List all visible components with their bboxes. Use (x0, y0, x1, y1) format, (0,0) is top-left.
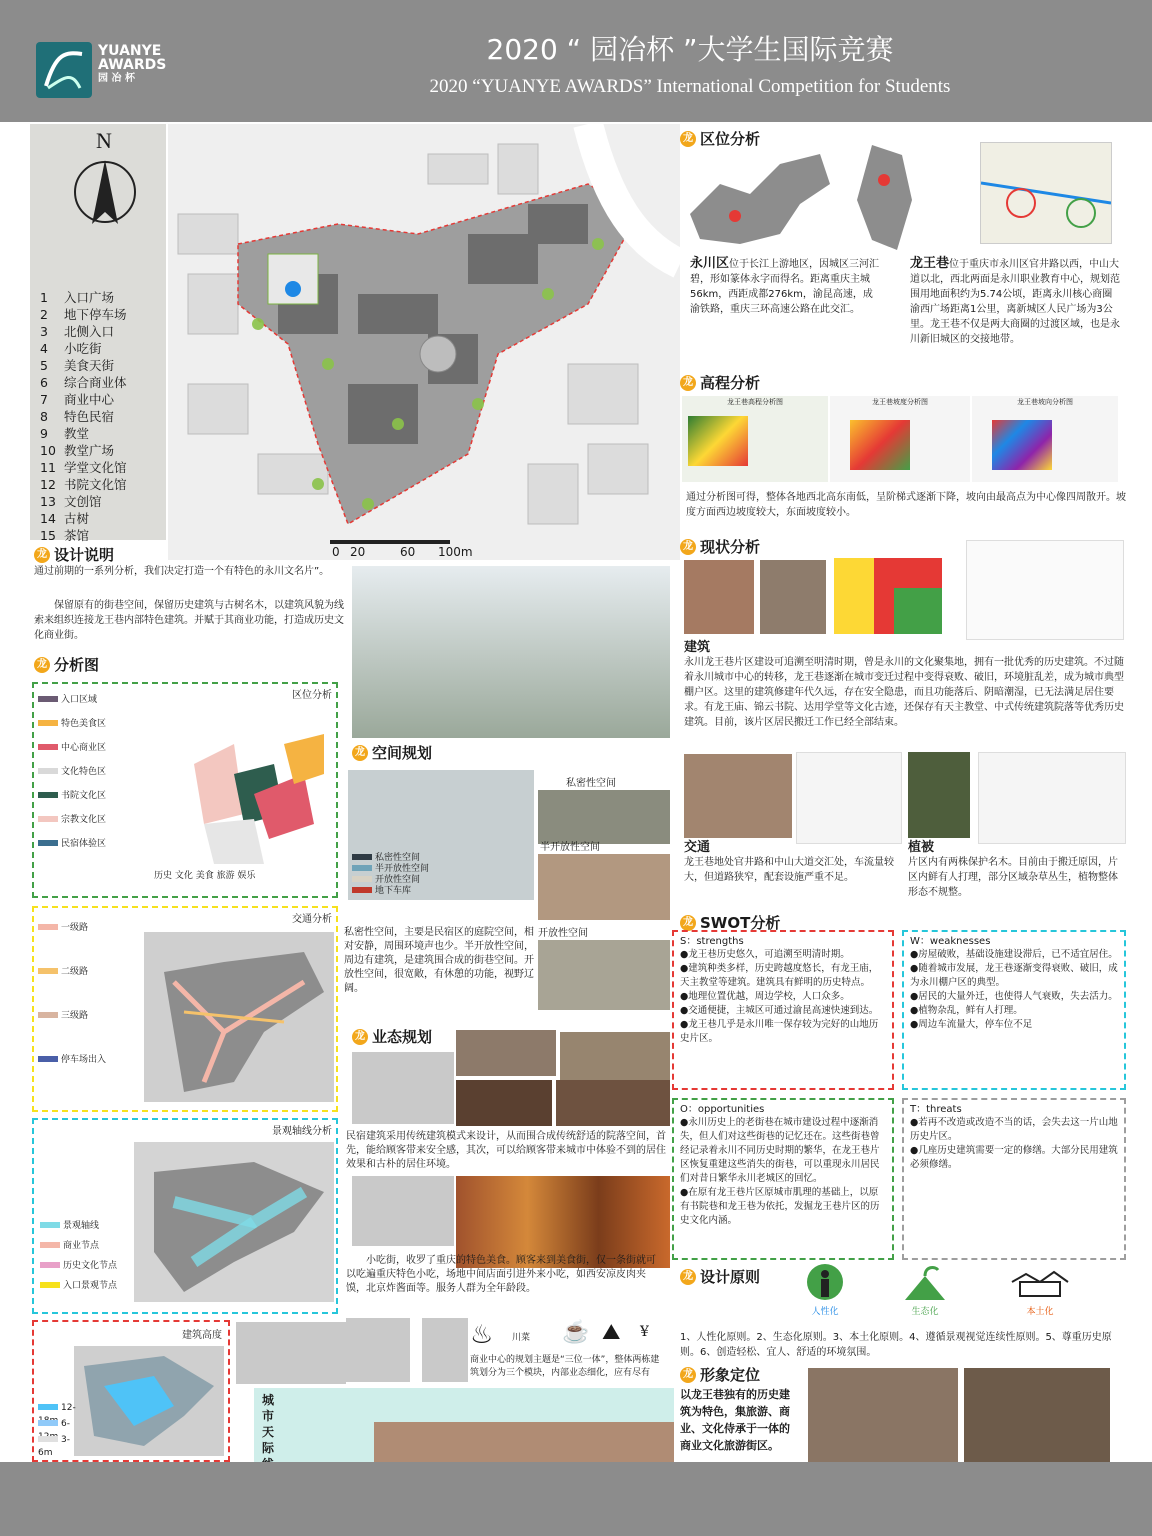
legend-item (40, 288, 114, 306)
legend-entry (38, 922, 138, 966)
swot-t-head: T：threats (910, 1104, 962, 1115)
legend-entry (352, 874, 429, 885)
localized-icon (1010, 1262, 1070, 1316)
skyline-section (254, 1388, 674, 1462)
legend-entry (352, 852, 429, 863)
legend-entry (352, 885, 429, 896)
legend-number: 15 (40, 528, 56, 543)
legend-swatch (352, 865, 372, 871)
legend-item (40, 407, 114, 425)
legend-entry (38, 814, 148, 838)
legend-swatch (38, 924, 58, 930)
legend-number: 2 (40, 307, 48, 322)
zone-bottom-text: 历史 文化 美食 旅游 娱乐 (154, 871, 256, 881)
traffic-legend (38, 922, 138, 1098)
swot-item: ●房屋破败，基础设施建设滞后，已不适宜居住。 (910, 949, 1118, 960)
legend-entry-text: 中心商业区 (61, 743, 107, 753)
legend-entry-text: 商业节点 (63, 1241, 100, 1251)
swot-opportunities-box (672, 1098, 894, 1260)
legend-swatch (40, 1262, 60, 1268)
legend-entry (38, 790, 148, 814)
legend-entry (40, 1220, 130, 1240)
swot-item: ●龙王巷几乎是永川唯一保存较为完好的山地历史片区。 (680, 1019, 879, 1044)
legend-swatch (40, 1242, 60, 1248)
swot-strengths-box (672, 930, 894, 1090)
elevation-map-1 (682, 396, 828, 482)
legend-number: 11 (40, 460, 56, 475)
image-rendering-2 (964, 1368, 1110, 1462)
legend-entry-text: 停车场出入 (61, 1055, 107, 1065)
elevation-title (680, 372, 760, 393)
swot-item: ●永川历史上的老街巷在城市建设过程中逐渐消失，但人们对这些街巷的记忆还在。这些街巷曾经记录着永川不同历史时期的繁华，在龙王巷片区恢复重建这些消失的街巷，可以重现永川居民们对昔日繁华永川老城区的回忆。 (680, 1117, 880, 1184)
homestay-interior-1 (456, 1080, 552, 1126)
section-dragon-icon: 龙 (680, 915, 696, 931)
zone-analysis-box (32, 682, 338, 898)
logo-line2: AWARDS (98, 57, 167, 73)
legend-swatch (352, 854, 372, 860)
legend-entry (38, 1434, 78, 1458)
legend-entry (38, 966, 138, 1010)
legend-entry-text: 三级路 (61, 1011, 89, 1021)
status-title-text: 现状分析 (700, 538, 761, 556)
business-title (352, 1026, 432, 1047)
north-label: N (96, 128, 112, 153)
legend-swatch (38, 1436, 58, 1442)
legend-entry (38, 718, 148, 742)
image-position-title (680, 1364, 760, 1385)
legend-label: 教堂广场 (64, 443, 115, 458)
traffic-map (144, 932, 334, 1102)
elevation-text: 通过分析图可得，整体各地西北高东南低，呈阶梯式逐渐下降，坡向由最高点为中心像四周散开。坡度方面西边坡度较大，东面坡度较小。 (686, 492, 1126, 518)
swot-threats-box (902, 1098, 1126, 1260)
height-analysis-box (32, 1320, 230, 1462)
semi-space-image (538, 854, 670, 920)
swot-item: ●龙王巷历史悠久，可追溯至明清时期。 (680, 949, 850, 960)
legend-number: 9 (40, 426, 48, 441)
legend-label: 商业中心 (64, 392, 115, 407)
design-desc-title-text: 设计说明 (54, 546, 115, 564)
business-icon-text: 商业中心的规划主题是“三位一体”，整体两栋建筑划分为三个模块，内部业态细化，应有尽有 (470, 1355, 660, 1378)
private-label: 私密性空间 (566, 778, 616, 789)
legend-number: 4 (40, 341, 48, 356)
height-map (74, 1346, 224, 1456)
swot-o-head: O：opportunities (680, 1104, 765, 1115)
title-cn: 2020 “ 园冶杯 ”大学生国际竞赛 (486, 33, 894, 66)
legend-label: 书院文化馆 (64, 477, 127, 492)
legend-label: 文创馆 (64, 494, 102, 509)
section-dragon-icon: 龙 (34, 547, 50, 563)
legend-entry-text: 民宿体验区 (61, 839, 107, 849)
business-map-1 (352, 1052, 454, 1124)
swot-item: ●随着城市发展，龙王巷逐渐变得衰败、破旧，成为永川棚户区的典型。 (910, 963, 1118, 988)
location-title-text: 区位分析 (700, 130, 761, 148)
homestay-interior-2 (556, 1080, 670, 1126)
legend-label: 古树 (64, 511, 90, 526)
legend-entry (40, 1260, 130, 1280)
design-desc-title (34, 544, 114, 565)
legend-number: 13 (40, 494, 56, 509)
open-label: 开放性空间 (538, 928, 588, 939)
swot-item: ●居民的大量外迁，也使得人气衰败，失去活力。 (910, 991, 1118, 1002)
legend-item (40, 424, 89, 442)
legend-swatch (38, 840, 58, 846)
business-map-5 (422, 1318, 468, 1382)
skyline-ground (374, 1422, 674, 1462)
legend-swatch (38, 720, 58, 726)
legend-label: 特色民宿 (64, 409, 115, 424)
traffic-analysis-box (32, 906, 338, 1112)
swot-item: ●植物杂乱，鲜有人打理。 (910, 1005, 1023, 1016)
legend-entry-text: 12- (61, 1403, 76, 1413)
sichuan-cuisine-label: 川菜 (512, 1333, 531, 1343)
swot-title-text: SWOT分析 (700, 914, 781, 932)
height-legend (38, 1402, 78, 1458)
legend-swatch (38, 1012, 58, 1018)
legend-number: 6 (40, 375, 48, 390)
local-map (980, 142, 1112, 244)
logo-text (98, 44, 166, 86)
skyline-label: 城市天际 (262, 1393, 275, 1455)
legend-number: 5 (40, 358, 48, 373)
legend-entry-text: 特色美食区 (61, 719, 107, 729)
longwang-desc (910, 256, 1120, 347)
legend-swatch (38, 1404, 58, 1410)
traffic-text: 龙王巷地处官井路和中山大道交汇处，车流量较大，但道路狭窄，配套设施严重不足。 (684, 857, 894, 883)
yongchuan-text: 位于长江上游地区，因城区三河汇碧，形如篆体永字而得名。距离重庆主城56km，西距成都276km，渝昆高速，成渝铁路，重庆三环高速公路在此交汇。 (690, 259, 880, 315)
swot-item: ●在原有龙王巷片区原城市肌理的基础上，以原有书院巷和龙王巷为依托，发掘龙王巷片区的历史文化内涵。 (680, 1187, 880, 1226)
localized-label: 本土化 (1026, 1307, 1054, 1317)
swot-w-list (910, 948, 1118, 1032)
legend-swatch (38, 792, 58, 798)
mountain-icon: ⛰ (602, 1320, 621, 1345)
legend-label: 茶馆 (64, 528, 90, 543)
elevation-title-text: 高程分析 (700, 374, 761, 392)
landuse-map (834, 558, 942, 634)
legend-entry (38, 1418, 78, 1434)
chongqing-map (680, 144, 840, 254)
legend-entry-text: 景观轴线 (63, 1221, 100, 1231)
image-position-title-text: 形象定位 (700, 1366, 761, 1384)
analysis-title (34, 654, 99, 675)
zone-map (174, 704, 334, 874)
section-dragon-icon: 龙 (680, 1367, 696, 1383)
swot-item: ●若再不改造或改造不当的话，会失去这一片山地历史片区。 (910, 1117, 1118, 1142)
legend-entry (38, 694, 148, 718)
status-title (680, 536, 760, 557)
legend-entry (40, 1240, 130, 1260)
logo-line1: YUANYE (98, 43, 162, 59)
yuanye-logo-icon (36, 42, 92, 98)
legend-item (40, 356, 114, 374)
image-rendering-1 (808, 1368, 958, 1462)
legend-entry (38, 1010, 138, 1054)
legend-swatch (352, 887, 372, 893)
scale-bar (330, 540, 480, 562)
swot-item: ●交通便捷，主城区可通过渝昆高速快速到达。 (680, 1005, 879, 1016)
traffic-head: 交通 (684, 840, 711, 855)
legend-label: 综合商业体 (64, 375, 127, 390)
legend-entry-text: 入口景观节点 (63, 1281, 118, 1291)
height-analysis-label: 建筑高度 (182, 1330, 222, 1341)
legend-number: 8 (40, 409, 48, 424)
swot-item: ●几座历史建筑需要一定的修缮。大部分民用建筑必须修缮。 (910, 1145, 1118, 1170)
legend-swatch (40, 1222, 60, 1228)
analysis-title-text: 分析图 (54, 656, 100, 674)
legend-entry-text: 文化特色区 (61, 767, 107, 777)
image-position-text: 以龙王巷独有的历史建筑为特色，集旅游、商业、文化侍承于一体的商业文化旅游街区。 (680, 1388, 790, 1452)
legend-label: 入口广场 (64, 290, 115, 305)
swot-w-head: W：weaknesses (910, 936, 991, 947)
legend-entry (38, 838, 148, 862)
tree-photo (908, 752, 970, 838)
legend-entry-text: 开放性空间 (375, 875, 421, 885)
yongchuan-map (842, 140, 922, 260)
ecological-icon (900, 1262, 950, 1316)
legend-entry (38, 766, 148, 790)
legend-entry-text: 宗教文化区 (61, 815, 107, 825)
building-desc (684, 640, 1124, 730)
business-icons (470, 1320, 660, 1354)
design-desc-p1: 通过前期的一系列分析，我们决定打造一个有特色的永川文名片”。 (34, 566, 330, 577)
site-plan-map (168, 124, 680, 560)
legend-item (40, 458, 127, 476)
humanized-icon (800, 1262, 850, 1316)
elevation-map-3 (972, 396, 1118, 482)
legend-number: 1 (40, 290, 48, 305)
swot-s-head: S：strengths (680, 936, 744, 947)
business-title-text: 业态规划 (372, 1028, 433, 1046)
section-dragon-icon: 龙 (34, 657, 50, 673)
legend-item (40, 390, 114, 408)
legend-item (40, 305, 127, 323)
section-dragon-icon: 龙 (680, 539, 696, 555)
landscape-analysis-box (32, 1118, 338, 1314)
legend-number: 7 (40, 392, 48, 407)
elevation-map-1-label: 龙王巷高程分析图 (727, 398, 783, 406)
legend-swatch (38, 816, 58, 822)
aerial-rendering-image (352, 566, 670, 738)
legend-swatch (38, 1420, 58, 1426)
legend-item (40, 339, 102, 357)
legend-entry-text: 二级路 (61, 967, 89, 977)
legend-label: 学堂文化馆 (64, 460, 127, 475)
homestay-model-2 (560, 1032, 670, 1080)
zone-legend (38, 694, 148, 862)
business-map-4 (346, 1318, 410, 1382)
principles-text: 1、人性化原则。2、生态化原则。3、本土化原则。4、遵循景观视觉连续性原则。5、尊重历史原则。6、创造轻松、宜人、舒适的环境氛围。 (680, 1332, 1112, 1358)
legend-number: 3 (40, 324, 48, 339)
yongchuan-head: 永川区 (690, 256, 730, 271)
business-map-3 (236, 1322, 346, 1384)
vegetation-text: 片区内有两株保护名木。目前由于搬迁原因，片区内鲜有人打理，部分区域杂草丛生，植物整体形态不规整。 (908, 857, 1118, 898)
legend-swatch (38, 744, 58, 750)
legend-number: 14 (40, 511, 56, 526)
traffic-status-map (796, 752, 902, 844)
legend-entry-text: 一级路 (61, 923, 89, 933)
humanized-label: 人性化 (811, 1307, 839, 1317)
legend-entry-text: 书院文化区 (61, 791, 107, 801)
legend-item (40, 322, 114, 340)
section-dragon-icon: 龙 (680, 131, 696, 147)
homestay-model-1 (456, 1030, 556, 1076)
longwang-head: 龙王巷 (910, 256, 950, 271)
legend-item (40, 526, 89, 544)
section-dragon-icon: 龙 (352, 745, 368, 761)
legend-entry (40, 1280, 130, 1300)
scale-tick-20: 20 (350, 545, 366, 559)
legend-label: 北侧入口 (64, 324, 115, 339)
legend-number: 12 (40, 477, 56, 492)
longwang-text: 位于重庆市永川区官井路以西，中山大道以北，西北两面是永川职业教育中心，规划范围用地面积约为5.74公顷，距离永川核心商圈渝西广场距离1公里，离新城区人民广场为3公里。龙王巷不仅是两大商圈的过渡区域，也是永川新旧城区的交接地带。 (910, 259, 1120, 345)
swot-weaknesses-box (902, 930, 1126, 1090)
elevation-map-3-label: 龙王巷坡向分析图 (1017, 398, 1073, 406)
legend-label: 教堂 (64, 426, 90, 441)
semi-label: 半开放性空间 (540, 842, 600, 853)
legend-item (40, 492, 102, 510)
legend-swatch (38, 968, 58, 974)
business-text2: 小吃街，收罗了重庆的特色美食。顾客来到美食街，仅一条街就可以吃遍重庆特色小吃，场地中间店面引进外来小吃，如西安凉皮肉夹馍，北京炸酱面等。服务人群为全年龄段。 (346, 1255, 656, 1294)
traffic-desc (684, 840, 898, 885)
church-photo (684, 560, 754, 634)
vegetation-desc (908, 840, 1122, 900)
legend-swatch (38, 768, 58, 774)
street-photo (760, 560, 826, 634)
legend-entry (38, 742, 148, 766)
landscape-legend (40, 1220, 130, 1300)
space-text: 私密性空间，主要是民宿区的庭院空间，相对安静，周围环境声也少。半开放性空间，周边有建筑，是建筑围合成的街巷空间。开放性空间，很宽敞，有休憩的功能，视野辽阔。 (344, 927, 534, 994)
section-dragon-icon: 龙 (680, 1269, 696, 1285)
vegetation-map (978, 752, 1126, 844)
private-space-image (538, 790, 670, 844)
legend-entry (352, 863, 429, 874)
elevation-map-2 (830, 396, 970, 482)
landscape-analysis-label: 景观轴线分析 (272, 1126, 332, 1137)
legend-entry-text: 私密性空间 (375, 853, 421, 863)
design-desc-p2: 保留原有的街巷空间，保留历史建筑与古树名木，以建筑风貌为线索来组织连接龙王巷内部特色建筑。并赋于其商业功能，打造成历史文化商业街。 (34, 600, 344, 641)
footer-bar (0, 1462, 1152, 1536)
swot-item: ●周边车流量大，停车位不足 (910, 1019, 1033, 1030)
legend-number: 10 (40, 443, 56, 458)
cauldron-icon: ♨ (470, 1320, 494, 1350)
legend-entry-text: 入口区域 (61, 695, 98, 705)
space-title-text: 空间规划 (372, 744, 433, 762)
north-arrow-icon (70, 128, 140, 228)
legend-entry-text: 6- (61, 1419, 70, 1429)
legend-swatch (40, 1282, 60, 1288)
legend-entry (38, 1402, 78, 1418)
ecological-label: 生态化 (911, 1307, 939, 1317)
coffee-icon: ☕ (562, 1320, 590, 1345)
space-legend (352, 852, 429, 896)
legend-entry-text: 3-6m (38, 1435, 70, 1458)
building-text: 永川龙王巷片区建设可追溯至明清时期，曾是永川的文化聚集地，拥有一批优秀的历史建筑。不过随着永川城市中心的转移，龙王巷逐渐在城市变迁过程中变得衰败、破旧，环境脏乱差，成为城市典型棚户区。这里的建筑修建年代久远，存在安全隐患，而且功能落后、阴暗潮湿，已无法满足居住要求。有龙王庙、锦云书院、达用学堂等文化古迹，还保存有天主教堂、中式传统建筑院落等优秀历史建筑。目前，该片区居民搬迁工作已经全部结束。 (684, 657, 1124, 728)
swot-t-list (910, 1116, 1118, 1172)
swot-item: ●地理位置优越，周边学校，人口众多。 (680, 991, 850, 1002)
business-map-2 (352, 1176, 454, 1246)
elevation-map-2-label: 龙王巷坡度分析图 (872, 398, 928, 406)
legend-item (40, 441, 114, 459)
traffic-analysis-label: 交通分析 (292, 914, 332, 925)
legend-entry-text: 历史文化节点 (63, 1261, 118, 1271)
swot-item: ●建筑种类多样，历史跨越度悠长，有龙王庙，天主教堂等建筑。建筑具有鲜明的历史特点。 (680, 963, 879, 988)
landscape-map (134, 1142, 334, 1302)
scale-tick-0: 0 (332, 545, 340, 559)
traffic-photo (684, 754, 792, 838)
legend-swatch (38, 1056, 58, 1062)
vegetation-head: 植被 (908, 840, 935, 855)
title-en: 2020 “YUANYE AWARDS” International Competition for Students (429, 76, 951, 97)
building-status-map (966, 540, 1124, 640)
building-head: 建筑 (684, 640, 711, 655)
principles-title-text: 设计原则 (700, 1268, 761, 1286)
principles-title (680, 1266, 760, 1287)
scale-tick-60: 60 (400, 545, 416, 559)
yongchuan-desc (690, 256, 880, 317)
space-plan-map (348, 770, 534, 900)
business-text1: 民宿建筑采用传统建筑模式来设计，从而围合成传统舒适的院落空间，首先，能给顾客带来安全感，其次，可以给顾客带来城市中体验不到的居住效果和古朴的居住环境。 (346, 1131, 666, 1170)
logo-line3: 园 冶 杯 (98, 73, 135, 84)
zone-analysis-label: 区位分析 (292, 690, 332, 701)
legend-label: 美食天街 (64, 358, 115, 373)
legend-swatch (38, 696, 58, 702)
open-space-image (538, 940, 670, 1010)
legend-swatch (352, 876, 372, 882)
yen-icon: ¥ (640, 1324, 649, 1340)
legend-item (40, 373, 127, 391)
legend-item (40, 509, 89, 527)
legend-label: 小吃街 (64, 341, 102, 356)
legend-entry-text: 半开放性空间 (375, 864, 430, 874)
legend-item (40, 475, 127, 493)
space-title (352, 742, 432, 763)
section-dragon-icon: 龙 (352, 1029, 368, 1045)
swot-o-list (680, 1116, 886, 1228)
swot-s-list (680, 948, 886, 1046)
legend-entry (38, 1054, 138, 1098)
scale-tick-100: 100m (438, 545, 473, 559)
legend-label: 地下停车场 (64, 307, 127, 322)
section-dragon-icon: 龙 (680, 375, 696, 391)
legend-entry-text: 地下车库 (375, 886, 412, 896)
